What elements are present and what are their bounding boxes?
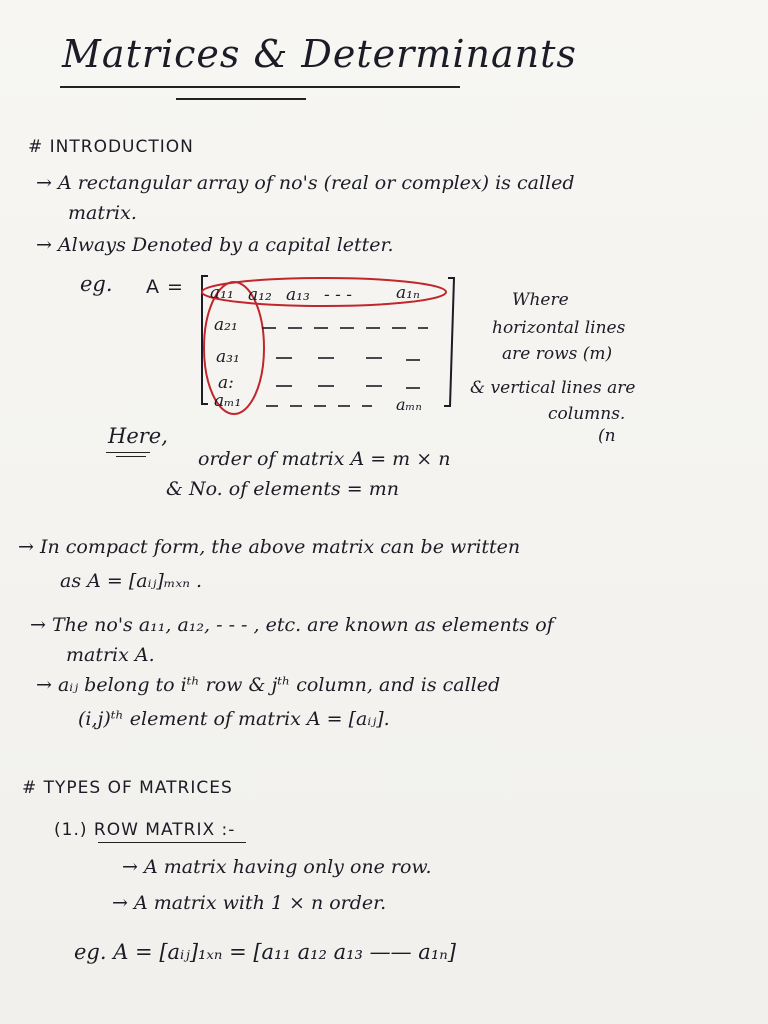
matrix-a21: a₂₁ [214, 315, 238, 335]
title-underline-short [176, 98, 306, 100]
matrix-dots-row1: - - - [324, 285, 353, 305]
note-n: (n [598, 426, 616, 446]
here-underline-2 [116, 456, 146, 457]
row-def-1: → A matrix having only one row. [122, 856, 432, 878]
matrix-lhs: A = [146, 276, 184, 298]
intro-line-1a: → A rectangular array of no's (real or complex) is called [36, 172, 575, 194]
matrix-amn: aₘₙ [396, 395, 422, 414]
page-title: Matrices & Determinants [62, 32, 577, 76]
intro-line-1b: matrix. [68, 202, 137, 224]
known-line-2: matrix A. [66, 644, 155, 666]
note-rows: are rows (m) [502, 344, 613, 364]
matrix-a31: a₃₁ [216, 347, 240, 367]
matrix-a1n: a₁ₙ [396, 283, 420, 303]
order-line: order of matrix A = m × n [198, 448, 451, 470]
here-label: Here, [108, 424, 168, 448]
matrix-a11: a₁₁ [210, 283, 234, 303]
note-horizontal: horizontal lines [492, 318, 626, 338]
elements-line: & No. of elements = mn [166, 478, 399, 500]
row-matrix-title: (1.) ROW MATRIX :- [54, 820, 236, 840]
matrix-figure [196, 270, 466, 420]
row-def-2: → A matrix with 1 × n order. [112, 892, 387, 914]
here-underline-1 [106, 452, 150, 453]
belong-line-1: → aᵢⱼ belong to iᵗʰ row & jᵗʰ column, and is called [36, 674, 501, 696]
note-vertical: & vertical lines are [470, 378, 636, 398]
title-underline [60, 86, 460, 88]
matrix-am1: aₘ₁ [214, 391, 242, 411]
compact-line-1: → In compact form, the above matrix can be written [18, 536, 521, 558]
compact-line-2: as A = [aᵢⱼ]ₘₓₙ . [60, 570, 203, 592]
known-line-1: → The no's a₁₁, a₁₂, - - - , etc. are known as elements of [30, 614, 554, 636]
belong-line-2: (i,j)ᵗʰ element of matrix A = [aᵢⱼ]. [78, 708, 390, 730]
matrix-a13: a₁₃ [286, 285, 310, 305]
note-columns: columns. [548, 404, 626, 424]
types-heading: # TYPES OF MATRICES [22, 778, 233, 798]
matrix-ai: a: [218, 373, 234, 393]
eg-label: eg. [80, 272, 113, 296]
note-where: Where [512, 290, 569, 310]
row-example: eg. A = [aᵢⱼ]₁ₓₙ = [a₁₁ a₁₂ a₁₃ —— a₁ₙ] [74, 940, 456, 964]
intro-heading: # INTRODUCTION [28, 137, 194, 157]
row-matrix-underline [98, 842, 246, 843]
matrix-a12: a₁₂ [248, 285, 272, 305]
intro-line-2: → Always Denoted by a capital letter. [36, 234, 394, 256]
